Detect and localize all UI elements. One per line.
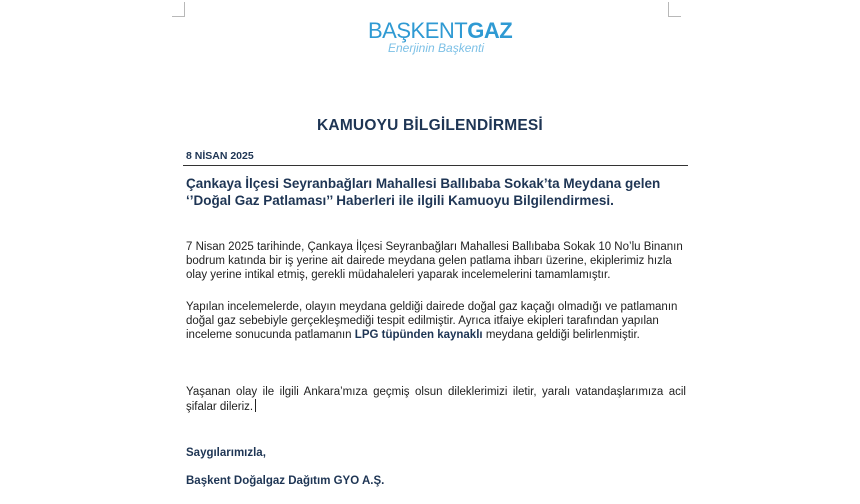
paragraph-2-text-b: meydana geldiği belirlenmiştir. [485, 329, 640, 341]
text-cursor [255, 399, 256, 412]
paragraph-2-text-a: Yapılan incelemelerde, olayın meydana geldiği dairede doğal gaz kaçağı olmadığı ve patlamanın doğal gaz sebebiyle gerçekleşmediği tespit edilmiştir. Ayrıca itfaiye ekipleri tarafından yapılan inceleme sonucunda patlamanın [186, 301, 678, 341]
document-date: 8 NİSAN 2025 [186, 150, 254, 162]
page-corner-mark-right [668, 2, 681, 17]
paragraph-2 [186, 300, 686, 342]
document-headline: Çankaya İlçesi Seyranbağları Mahallesi Ballıbaba Sokak’ta Meydana gelen ‘’Doğal Gaz Patlaması’’ Haberleri ile ilgili Kamuoyu Bilgilendirmesi. [186, 176, 661, 208]
paragraph-3 [186, 385, 686, 414]
logo-brand-a: BAŞKENT [368, 18, 468, 43]
paragraph-3-text: Yaşanan olay ile ilgili Ankara’mıza geçmiş olsun dileklerimizi iletir, yaralı vatandaşlarımıza acil şifalar dileriz. [186, 386, 686, 413]
baskentgaz-logo [368, 18, 513, 55]
paragraph-1: 7 Nisan 2025 tarihinde, Çankaya İlçesi Seyranbağları Mahallesi Ballıbaba Sokak 10 No’lu Binanın bodrum katında bir iş yerine ait dairede meydana gelen patlama ihbarı üzerine, ekiplerimiz hızla olay yerine intikal etmiş, gerekli müdahaleleri yaparak incelemelerini tamamlamıştır. [186, 241, 683, 281]
header-divider [183, 165, 688, 166]
logo-wordmark [368, 20, 512, 42]
logo-tagline: Enerjinin Başkenti [388, 41, 485, 55]
document-title: KAMUOYU BİLGİLENDİRMESİ [317, 117, 543, 134]
closing-salutation: Saygılarımızla, [186, 447, 266, 459]
page-corner-mark-left [172, 2, 185, 17]
signature-company: Başkent Doğalgaz Dağıtım GYO A.Ş. [186, 475, 385, 487]
paragraph-2-emphasis: LPG tüpünden kaynaklı [354, 329, 483, 341]
logo-brand-b: GAZ [467, 18, 513, 43]
